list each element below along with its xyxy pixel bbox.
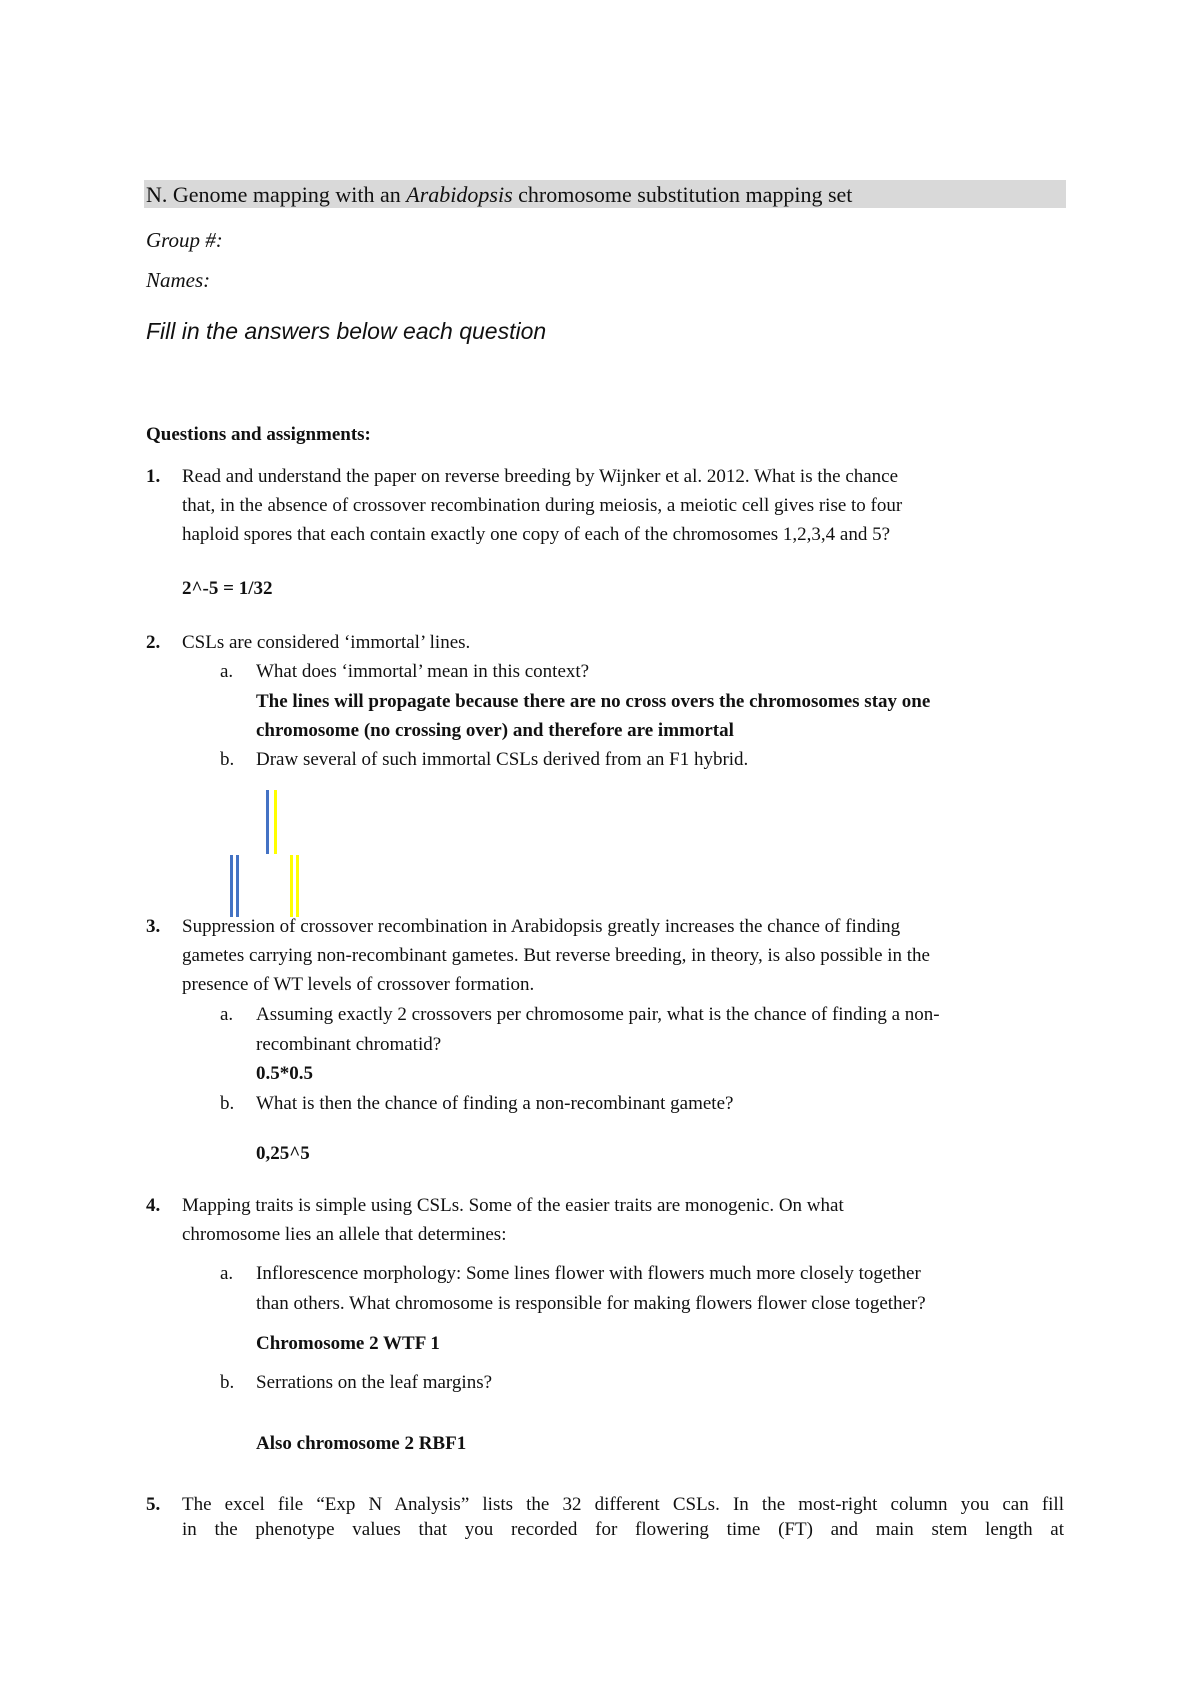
- q4a-answer: Chromosome 2 WTF 1: [256, 1333, 440, 1354]
- q2a-answer-line: chromosome (no crossing over) and therefore are immortal: [256, 720, 734, 741]
- q3-number: 3.: [146, 916, 161, 937]
- q5-line: in the phenotype values that you recorded for flowering time (FT) and main stem length at: [182, 1519, 1064, 1540]
- q2-number: 2.: [146, 632, 161, 653]
- q2-text: CSLs are considered ‘immortal’ lines.: [182, 632, 471, 653]
- q4a-line: than others. What chromosome is responsible for making flowers flower close together?: [256, 1293, 926, 1314]
- q2a-text: What does ‘immortal’ mean in this context?: [256, 661, 590, 682]
- q3a-line: recombinant chromatid?: [256, 1034, 442, 1055]
- q1-number: 1.: [146, 466, 161, 487]
- document-title: N. Genome mapping with an Arabidopsis chromosome substitution mapping set: [146, 182, 853, 207]
- q3-line: presence of WT levels of crossover formation.: [182, 974, 535, 995]
- q2b-label: b.: [220, 749, 235, 770]
- yellow-chromosome-line: [290, 855, 293, 917]
- q3a-label: a.: [220, 1004, 234, 1025]
- q3a-line: Assuming exactly 2 crossovers per chromosome pair, what is the chance of finding a non-: [256, 1004, 940, 1025]
- q2a-label: a.: [220, 661, 234, 682]
- q3-line: Suppression of crossover recombination in Arabidopsis greatly increases the chance of finding: [182, 916, 901, 937]
- q4b-text: Serrations on the leaf margins?: [256, 1372, 493, 1393]
- q2a-answer-line: The lines will propagate because there are no cross overs the chromosomes stay one: [256, 691, 931, 712]
- blue-chromosome-line: [236, 855, 239, 917]
- q4a-label: a.: [220, 1263, 234, 1284]
- q3b-answer: 0,25^5: [256, 1143, 310, 1164]
- q1-answer: 2^-5 = 1/32: [182, 578, 273, 599]
- q2b-text: Draw several of such immortal CSLs derived from an F1 hybrid.: [256, 749, 749, 770]
- q5-number: 5.: [146, 1494, 161, 1515]
- q4a-line: Inflorescence morphology: Some lines flower with flowers much more closely together: [256, 1263, 921, 1284]
- q4-line: chromosome lies an allele that determines:: [182, 1224, 507, 1245]
- blue-chromosome-line: [230, 855, 233, 917]
- q1-line: haploid spores that each contain exactly one copy of each of the chromosomes 1,2,3,4 and 5?: [182, 524, 891, 545]
- q3b-text: What is then the chance of finding a non-recombinant gamete?: [256, 1093, 734, 1114]
- q5-line: The excel file “Exp N Analysis” lists the 32 different CSLs. In the most-right column you can fill: [182, 1494, 1064, 1515]
- instruction: Fill in the answers below each question: [146, 318, 547, 344]
- yellow-chromosome-line: [274, 790, 277, 854]
- q1-line: that, in the absence of crossover recombination during meiosis, a meiotic cell gives rise to four: [182, 495, 903, 516]
- group-label: Group #:: [146, 228, 223, 252]
- q1-line: Read and understand the paper on reverse breeding by Wijnker et al. 2012. What is the chance: [182, 466, 899, 487]
- q4-line: Mapping traits is simple using CSLs. Some of the easier traits are monogenic. On what: [182, 1195, 844, 1216]
- yellow-chromosome-line: [296, 855, 299, 917]
- q3b-label: b.: [220, 1093, 235, 1114]
- blue-chromosome-line: [266, 790, 269, 854]
- q3a-answer: 0.5*0.5: [256, 1063, 313, 1084]
- q4b-answer: Also chromosome 2 RBF1: [256, 1433, 467, 1454]
- names-label: Names:: [146, 268, 211, 292]
- section-heading: Questions and assignments:: [146, 424, 371, 445]
- q4-number: 4.: [146, 1195, 161, 1216]
- q3-line: gametes carrying non-recombinant gametes. But reverse breeding, in theory, is also possible in the: [182, 945, 930, 966]
- q4b-label: b.: [220, 1372, 235, 1393]
